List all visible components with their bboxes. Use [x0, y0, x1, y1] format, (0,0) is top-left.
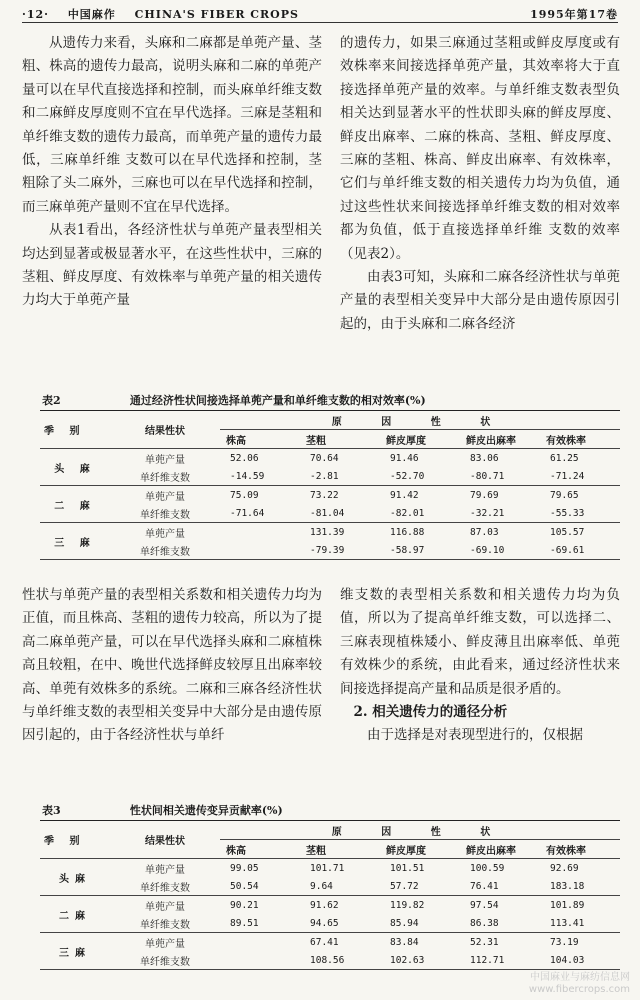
table-row — [40, 467, 620, 486]
trait-cell: 单蔸产量 — [145, 491, 185, 503]
header-col: 鲜皮出麻率 — [460, 840, 540, 859]
value-cell: -69.61 — [540, 541, 620, 560]
value-cell: 87.03 — [470, 526, 499, 538]
value-cell: 131.39 — [310, 526, 345, 538]
value-cell: -2.81 — [300, 467, 380, 486]
table-row — [40, 523, 620, 542]
header-season: 季 别 — [40, 821, 110, 859]
value-cell: 70.64 — [310, 452, 339, 464]
header-col: 茎粗 — [300, 430, 380, 449]
header-col: 株高 — [220, 840, 300, 859]
page-number: ·12· — [22, 8, 49, 21]
paragraph: 从表1看出，各经济性状与单蔸产量表型相关均达到显著或极显著水平，在这些性状中，三麻的茎粗、鲜皮厚度、有效株率与单蔸产量的相关遗传力均大于单蔸产量 — [22, 222, 322, 309]
header-trait: 结果性状 — [110, 821, 220, 859]
header-trait: 结果性状 — [110, 411, 220, 449]
table-row — [40, 504, 620, 523]
value-cell: 113.41 — [540, 914, 620, 933]
value-cell: -14.59 — [220, 467, 300, 486]
value-cell: 94.65 — [300, 914, 380, 933]
paragraph: 的遗传力，如果三麻通过茎粗或鲜皮厚度或有效株率来间接选择单蔸产量，其效率将大于直接选择单蔸产量的效率。与单纤维支数表型负相关达到显著水平的性状即头麻的鲜皮厚度、鲜皮出麻率、二麻的株高、茎粗、鲜皮厚度、三麻的茎粗、株高、鲜皮出麻率、有效株率，它们与单纤维支数的相关遗传力均为负值，通过这些性状来间接选择单纤维支数的相对效率都为负值，低于直接选择单纤维 支数的效率（见表2）。 — [340, 35, 620, 262]
value-cell: -58.97 — [380, 541, 460, 560]
table-row — [40, 541, 620, 560]
trait-cell: 单纤维支数 — [110, 951, 220, 970]
value-cell: 83.06 — [470, 452, 499, 464]
value-cell: 52.06 — [230, 452, 259, 464]
trait-cell: 单纤维支数 — [110, 541, 220, 560]
trait-cell: 单纤维支数 — [110, 467, 220, 486]
value-cell — [220, 523, 300, 542]
paragraph: 由表3可知，头麻和二麻各经济性状与单蔸产量的表型相关变异中大部分是由遗传原因引起的，由于头麻和二麻各经济 — [340, 269, 620, 332]
trait-cell: 单纤维支数 — [110, 504, 220, 523]
value-cell: -81.04 — [300, 504, 380, 523]
paragraph: 由于选择是对表现型进行的，仅根据 — [367, 727, 583, 744]
table-row — [40, 877, 620, 896]
value-cell: 116.88 — [390, 526, 425, 538]
value-cell: 101.71 — [310, 862, 345, 874]
value-cell: 97.54 — [470, 899, 499, 911]
value-cell: -82.01 — [380, 504, 460, 523]
header-cause-group: 原 因 性 状 — [220, 821, 620, 840]
value-cell: -71.64 — [220, 504, 300, 523]
table2-label: 表2 — [42, 394, 61, 407]
value-cell: 99.05 — [230, 862, 259, 874]
watermark-line1: 中国麻业与麻纺信息网 — [530, 972, 630, 983]
table3 — [40, 820, 620, 970]
value-cell: -69.10 — [460, 541, 540, 560]
header-col: 鲜皮厚度 — [380, 840, 460, 859]
value-cell: -79.39 — [300, 541, 380, 560]
lower-right-column — [340, 584, 620, 799]
header-left — [22, 6, 313, 22]
value-cell: 91.62 — [310, 899, 339, 911]
header-col: 有效株率 — [540, 430, 620, 449]
value-cell: 91.46 — [390, 452, 419, 464]
paragraph: 从遗传力来看，头麻和二麻都是单蔸产量、茎粗、株高的遗传力最高，说明头麻和二麻的单蔸产量可以在早代直接选择和控制，而头麻单纤维支数和二麻鲜皮厚度则不宜在早代选择。三麻是茎粗和单纤维支数的遗传力最高，而单蔸产量的遗传力最低，三麻单纤维 支数可以在早代选择和控制，茎粗除了头二麻外，三麻也可以在早代选择和控制，而三麻单蔸产量则不宜在早代选择。 — [22, 35, 322, 215]
value-cell: 108.56 — [300, 951, 380, 970]
trait-cell: 单蔸产量 — [145, 454, 185, 466]
value-cell: 85.94 — [380, 914, 460, 933]
paragraph: 性状与单蔸产量的表型相关系数和相关遗传力均为正值，而且株高、茎粗的遗传力较高，所以为了提高二麻单蔸产量，可以在早代选择头麻和二麻植株高且较粗，在中、晚世代选择鲜皮较厚且出麻率较高、单蔸有效株多的系统。二麻和三麻各经济性状与单纤维支数的表型相关变异中大部分是由遗传原因引起的，由于各经济性状与单纤 — [22, 587, 322, 744]
value-cell: 75.09 — [230, 489, 259, 501]
table3-title: 性状间相关遗传变异贡献率(%) — [129, 804, 283, 817]
header-col: 鲜皮厚度 — [380, 430, 460, 449]
header-col: 有效株率 — [540, 840, 620, 859]
value-cell: 73.22 — [310, 489, 339, 501]
upper-right-column — [340, 32, 620, 387]
trait-cell: 单纤维支数 — [110, 877, 220, 896]
value-cell: 101.89 — [550, 899, 585, 911]
value-cell: 104.03 — [540, 951, 620, 970]
table2 — [40, 410, 620, 560]
paragraph: 维支数的表型相关系数和相关遗传力均为负值，所以为了提高单纤维支数，可以选择二、三麻表现植株矮小、鲜皮薄且出麻率低、单蔸有效株少的系统，由此看来，通过经济性状来间接选择提高产量和品质是很矛盾的。 — [340, 587, 620, 697]
value-cell: 100.59 — [470, 862, 505, 874]
table-row — [40, 859, 620, 878]
value-cell — [220, 933, 300, 952]
value-cell: -71.24 — [540, 467, 620, 486]
value-cell: 61.25 — [550, 452, 579, 464]
value-cell: -55.33 — [540, 504, 620, 523]
value-cell: 102.63 — [380, 951, 460, 970]
trait-cell: 单蔸产量 — [145, 864, 185, 876]
table-row — [40, 951, 620, 970]
season-cell: 头麻 — [40, 859, 110, 896]
value-cell: 73.19 — [550, 936, 579, 948]
value-cell: 76.41 — [460, 877, 540, 896]
journal-name-cn: 中国麻作 — [67, 8, 116, 21]
table3-caption — [42, 802, 618, 818]
value-cell: 105.57 — [550, 526, 585, 538]
header-col: 株高 — [220, 430, 300, 449]
value-cell: 119.82 — [390, 899, 425, 911]
value-cell: 9.64 — [300, 877, 380, 896]
value-cell: 112.71 — [460, 951, 540, 970]
upper-left-column — [22, 32, 322, 387]
value-cell: -32.21 — [460, 504, 540, 523]
value-cell: 183.18 — [540, 877, 620, 896]
table-row — [40, 914, 620, 933]
value-cell — [220, 541, 300, 560]
season-cell: 三麻 — [40, 933, 110, 970]
table-row — [40, 486, 620, 505]
value-cell: 52.31 — [470, 936, 499, 948]
season-cell: 三 麻 — [40, 523, 110, 560]
header-col: 鲜皮出麻率 — [460, 430, 540, 449]
season-cell: 二 麻 — [40, 486, 110, 523]
table2-title: 通过经济性状间接选择单蔸产量和单纤维支数的相对效率(%) — [129, 394, 426, 407]
header-cause-group: 原 因 性 状 — [220, 411, 620, 430]
trait-cell: 单蔸产量 — [145, 938, 185, 950]
value-cell: -80.71 — [460, 467, 540, 486]
trait-cell: 单纤维支数 — [110, 914, 220, 933]
header-season: 季 别 — [40, 411, 110, 449]
value-cell: 101.51 — [390, 862, 425, 874]
season-cell: 头 麻 — [40, 449, 110, 486]
value-cell: 79.69 — [470, 489, 499, 501]
value-cell: -52.70 — [380, 467, 460, 486]
value-cell: 83.84 — [390, 936, 419, 948]
page-header — [22, 6, 618, 23]
section-heading: 2. 相关遗传力的通径分析 — [353, 704, 508, 721]
trait-cell: 单蔸产量 — [145, 528, 185, 540]
value-cell — [220, 951, 300, 970]
watermark — [529, 972, 630, 996]
value-cell: 50.54 — [220, 877, 300, 896]
value-cell: 86.38 — [460, 914, 540, 933]
value-cell: 89.51 — [220, 914, 300, 933]
table-row — [40, 449, 620, 468]
issue-label: 1995年第17卷 — [530, 8, 618, 21]
watermark-line2: www.fibercrops.com — [528, 984, 630, 995]
value-cell: 79.65 — [550, 489, 579, 501]
table3-label: 表3 — [42, 804, 61, 817]
table-row — [40, 896, 620, 915]
lower-left-column — [22, 584, 322, 799]
value-cell: 91.42 — [390, 489, 419, 501]
header-col: 茎粗 — [300, 840, 380, 859]
table-row — [40, 933, 620, 952]
value-cell: 92.69 — [550, 862, 579, 874]
season-cell: 二麻 — [40, 896, 110, 933]
value-cell: 90.21 — [230, 899, 259, 911]
value-cell: 67.41 — [310, 936, 339, 948]
journal-name-en: CHINA'S FIBER CROPS — [134, 8, 299, 21]
table2-caption — [42, 392, 618, 408]
value-cell: 57.72 — [380, 877, 460, 896]
trait-cell: 单蔸产量 — [145, 901, 185, 913]
